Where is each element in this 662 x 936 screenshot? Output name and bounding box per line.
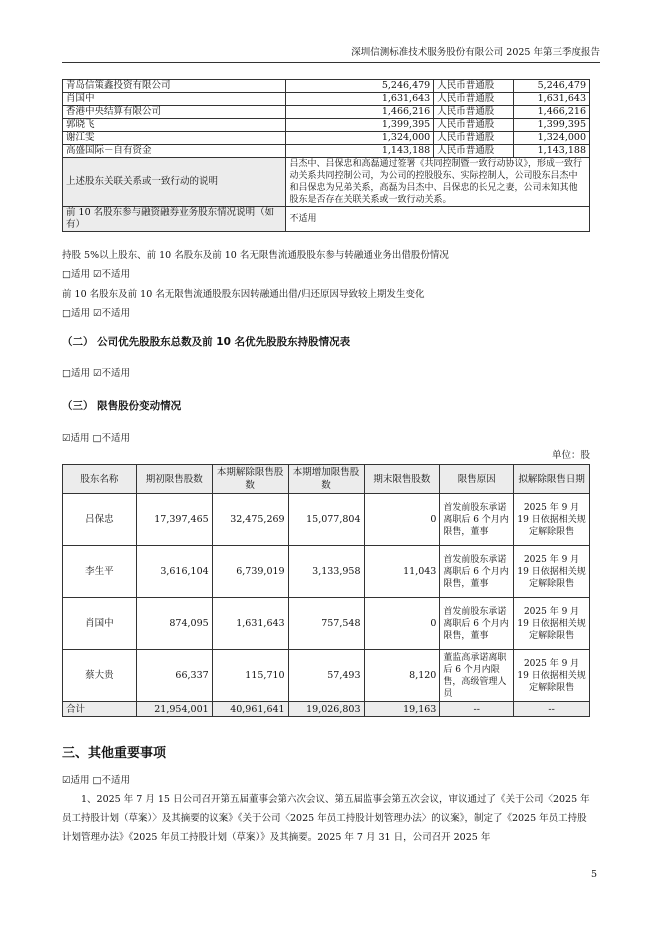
release-date: 2025 年 9 月 19 日依据相关规定解除限售 <box>514 494 590 546</box>
start-restricted: 17,397,465 <box>136 494 212 546</box>
restricted-row <box>63 494 590 546</box>
added-shares: 19,026,803 <box>288 702 364 717</box>
shareholder-row <box>63 119 590 132</box>
end-restricted: 0 <box>364 598 440 650</box>
restriction-reason: 首发前股东承诺离职后 6 个月内限售，董事 <box>440 546 514 598</box>
shareholder-shares: 5,246,479 <box>286 80 434 93</box>
shareholder-row <box>63 80 590 93</box>
shareholder-row <box>63 132 590 145</box>
restricted-row <box>63 650 590 702</box>
end-restricted: 0 <box>364 494 440 546</box>
change-note: 前 10 名股东及前 10 名无限售流通股股东因转融通出借/归还原因导致较上期发生变化 <box>62 289 425 300</box>
holder-name: 合计 <box>63 702 137 717</box>
column-header: 期初限售股数 <box>136 465 212 494</box>
shareholder-name: 香港中央结算有限公司 <box>63 106 286 119</box>
added-shares: 3,133,958 <box>288 546 364 598</box>
restricted-section-title: （三） 限售股份变动情况 <box>62 400 182 412</box>
start-restricted: 21,954,001 <box>136 702 212 717</box>
shareholder-name: 谢江雯 <box>63 132 286 145</box>
share-qty: 1,143,188 <box>514 145 590 158</box>
shareholder-shares: 1,399,395 <box>286 119 434 132</box>
column-header: 拟解除限售日期 <box>514 465 590 494</box>
end-restricted: 19,163 <box>364 702 440 717</box>
restriction-reason: 董监高承诺离职后 6 个月内限售，高级管理人员 <box>440 650 514 702</box>
total-row <box>63 702 590 717</box>
shareholder-row <box>63 93 590 106</box>
share-qty: 1,631,643 <box>514 93 590 106</box>
shareholder-shares: 1,466,216 <box>286 106 434 119</box>
shareholder-name: 高盛国际－自有资金 <box>63 145 286 158</box>
release-date: -- <box>514 702 590 717</box>
margin-label: 前 10 名股东参与融资融券业务股东情况说明（如有） <box>63 207 286 232</box>
page-header: 深圳信测标准技术服务股份有限公司 2025 年第三季度报告 <box>62 44 600 63</box>
shareholder-name: 肖国中 <box>63 93 286 106</box>
released-shares: 6,739,019 <box>212 546 288 598</box>
shareholder-shares: 1,143,188 <box>286 145 434 158</box>
released-shares: 32,475,269 <box>212 494 288 546</box>
release-date: 2025 年 9 月 19 日依据相关规定解除限售 <box>514 598 590 650</box>
restriction-reason: 首发前股东承诺离职后 6 个月内限售，董事 <box>440 494 514 546</box>
restricted-row <box>63 598 590 650</box>
released-shares: 1,631,643 <box>212 598 288 650</box>
share-type: 人民币普通股 <box>434 119 514 132</box>
end-restricted: 8,120 <box>364 650 440 702</box>
change-option: □适用 ☑不适用 <box>62 308 131 319</box>
share-type: 人民币普通股 <box>434 106 514 119</box>
share-qty: 1,324,000 <box>514 132 590 145</box>
top-shareholders-table <box>62 79 590 232</box>
restriction-reason: 首发前股东承诺离职后 6 个月内限售，董事 <box>440 598 514 650</box>
share-qty: 1,466,216 <box>514 106 590 119</box>
holder-name: 吕保忠 <box>63 494 137 546</box>
column-header: 本期解除限售股数 <box>212 465 288 494</box>
shareholder-shares: 1,324,000 <box>286 132 434 145</box>
relation-text: 吕杰中、吕保忠和高磊通过签署《共同控制暨一致行动协议》，形成一致行动关系共同控制公司，为公司的控股股东、实际控制人，公司股东吕杰中和吕保忠为兄弟关系，高磊为吕杰中、吕保忠的长兄之妻，公司未知其他股东是否存在关联关系或一致行动关系。 <box>286 158 590 207</box>
page-number: 5 <box>590 869 597 880</box>
start-restricted: 874,095 <box>136 598 212 650</box>
release-date: 2025 年 9 月 19 日依据相关规定解除限售 <box>514 546 590 598</box>
relation-row <box>63 158 590 207</box>
other-matters-title: 三、其他重要事项 <box>62 746 167 761</box>
lending-option: □适用 ☑不适用 <box>62 269 131 280</box>
holder-name: 肖国中 <box>63 598 137 650</box>
shareholder-name: 郭晓飞 <box>63 119 286 132</box>
added-shares: 57,493 <box>288 650 364 702</box>
margin-row <box>63 207 590 232</box>
shareholder-row <box>63 106 590 119</box>
shareholder-name: 青岛信策鑫投资有限公司 <box>63 80 286 93</box>
other-matters-body: 1、2025 年 7 月 15 日公司召开第五届董事会第六次会议、第五届监事会第五次会议，审议通过了《关于公司〈2025 年员工持股计划（草案）〉及其摘要的议案》《关于公司〈2025 年员工持股计划管理办法〉的议案》，制定了《2025 年员工持股计划管理办法》《2025 年员工持股计划（草案）》及其摘要。2025 年 7 月 31 日，公司召开 2025 年 <box>62 794 590 843</box>
margin-value: 不适用 <box>286 207 590 232</box>
share-type: 人民币普通股 <box>434 93 514 106</box>
column-header: 股东名称 <box>63 465 137 494</box>
holder-name: 蔡大贵 <box>63 650 137 702</box>
lending-note: 持股 5%以上股东、前 10 名股东及前 10 名无限售流通股股东参与转融通业务出借股份情况 <box>62 250 449 261</box>
start-restricted: 66,337 <box>136 650 212 702</box>
preferred-section-title: （二） 公司优先股股东总数及前 10 名优先股股东持股情况表 <box>62 336 351 348</box>
relation-label: 上述股东关联关系或一致行动的说明 <box>63 158 286 207</box>
shareholder-row <box>63 145 590 158</box>
restriction-reason: -- <box>440 702 514 717</box>
share-type: 人民币普通股 <box>434 132 514 145</box>
end-restricted: 11,043 <box>364 546 440 598</box>
share-qty: 1,399,395 <box>514 119 590 132</box>
added-shares: 757,548 <box>288 598 364 650</box>
released-shares: 40,961,641 <box>212 702 288 717</box>
share-type: 人民币普通股 <box>434 145 514 158</box>
holder-name: 李生平 <box>63 546 137 598</box>
preferred-option: □适用 ☑不适用 <box>62 368 131 379</box>
restricted-row <box>63 546 590 598</box>
column-header: 期末限售股数 <box>364 465 440 494</box>
start-restricted: 3,616,104 <box>136 546 212 598</box>
restricted-option: ☑适用 □不适用 <box>62 433 131 444</box>
unit-label: 单位：股 <box>551 450 590 461</box>
column-header: 本期增加限售股数 <box>288 465 364 494</box>
share-qty: 5,246,479 <box>514 80 590 93</box>
release-date: 2025 年 9 月 19 日依据相关规定解除限售 <box>514 650 590 702</box>
released-shares: 115,710 <box>212 650 288 702</box>
column-header: 限售原因 <box>440 465 514 494</box>
added-shares: 15,077,804 <box>288 494 364 546</box>
restricted-shares-table <box>62 464 590 717</box>
other-matters-option: ☑适用 □不适用 <box>62 775 131 786</box>
shareholder-shares: 1,631,643 <box>286 93 434 106</box>
share-type: 人民币普通股 <box>434 80 514 93</box>
